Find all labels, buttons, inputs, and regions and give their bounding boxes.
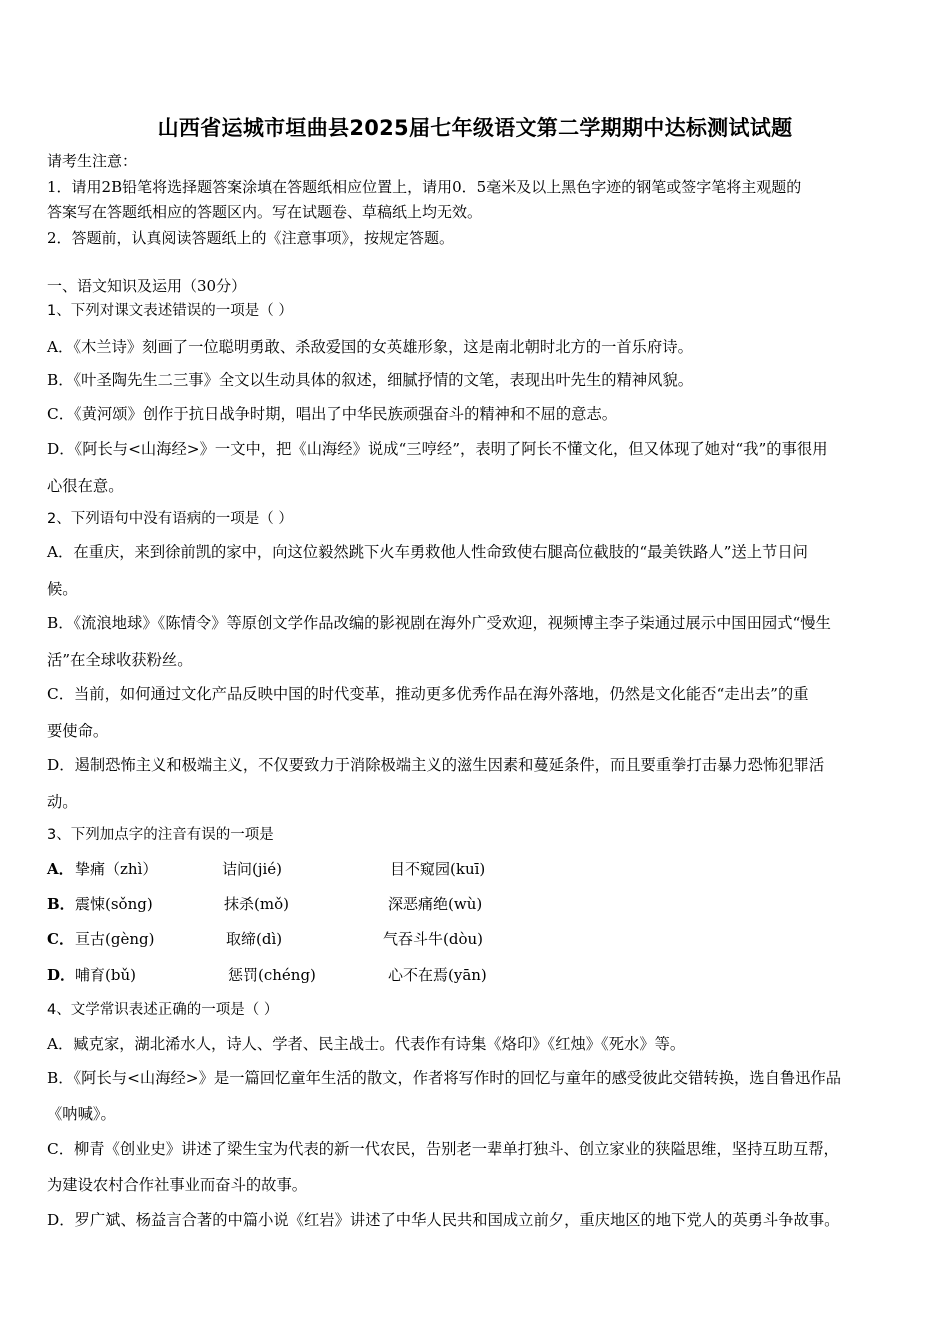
question-2-option-b: B．《流浪地球》《陈情令》等原创文学作品改编的影视剧在海外广受欢迎，视频博主李子柒通过展示中国田园式“慢生 [47,614,831,632]
word-2: 惩罚(chéng) [228,966,316,984]
question-4-stem: 4、文学常识表述正确的一项是（ ） [47,1002,279,1018]
question-2-option-a: A．在重庆，来到徐前凯的家中，向这位毅然跳下火车勇救他人性命致使右腿高位截肢的“最美铁路人”送上节日问 [47,543,808,561]
word-2: 取缔(dì) [226,930,283,948]
question-1-stem: 1、下列对课文表述错误的一项是（ ） [47,303,293,319]
question-2-option-d: D．遏制恐怖主义和极端主义，不仅要致力于消除极端主义的滋生因素和蔓延条件，而且要重拳打击暴力恐怖犯罪活 [47,756,825,774]
word-3: 气吞斗牛(dòu) [383,930,483,948]
question-2-option-d-cont: 动。 [47,793,78,811]
question-4-option-c-cont: 为建设农村合作社事业而奋斗的故事。 [47,1176,308,1194]
question-1-option-d: D．《阿长与<山海经>》一文中，把《山海经》说成“三哼经”，表明了阿长不懂文化，但又体现了她对“我”的事很用 [47,440,828,458]
question-4-option-a: A．臧克家，湖北浠水人，诗人、学者、民主战士。代表作有诗集《烙印》《红烛》《死水》等。 [47,1035,686,1053]
question-3-stem: 3、下列加点字的注音有误的一项是 [47,827,274,843]
option-label: A． [47,860,74,878]
question-2-option-c: C．当前，如何通过文化产品反映中国的时代变革，推动更多优秀作品在海外落地，仍然是文化能否“走出去”的重 [47,685,809,703]
word-2: 诘问(jié) [222,860,283,878]
notice-line-2: 答案写在答题纸相应的答题区内。写在试题卷、草稿纸上均无效。 [47,203,483,221]
question-4-option-c: C．柳青《创业史》讲述了梁生宝为代表的新一代农民，告别老一辈单打独斗、创立家业的狭隘思维，坚持互助互帮， [47,1140,839,1158]
question-2-option-c-cont: 要使命。 [47,722,109,740]
option-label: C． [47,930,74,948]
question-4-option-b-cont: 《呐喊》。 [47,1105,116,1123]
question-2-option-b-cont: 活”在全球收获粉丝。 [47,651,193,669]
word-1: 亘古(gèng) [75,930,155,948]
question-1-option-d-cont: 心很在意。 [47,477,124,495]
question-2-option-a-cont: 候。 [47,580,78,598]
page-title: 山西省运城市垣曲县2025届七年级语文第二学期期中达标测试试题 [157,116,793,140]
question-2-stem: 2、下列语句中没有语病的一项是（ ） [47,511,293,527]
word-3: 心不在焉(yān) [388,966,487,984]
option-label: D． [47,966,76,984]
notice-line-3: 2．答题前，认真阅读答题纸上的《注意事项》，按规定答题。 [47,229,455,247]
question-1-option-a: A．《木兰诗》刻画了一位聪明勇敢、杀敌爱国的女英雄形象，这是南北朝时北方的一首乐府诗。 [47,338,693,356]
word-1: 挚痛（zhì） [75,860,158,878]
word-3: 目不窥园(kuī) [390,860,486,878]
word-1: 震悚(sǒng) [75,895,153,913]
notice-line-1: 1．请用2B铅笔将选择题答案涂填在答题纸相应位置上，请用0．5毫米及以上黑色字迹的钢笔或签字笔将主观题的 [47,178,802,196]
option-label: B． [47,895,75,913]
question-1-option-b: B．《叶圣陶先生二三事》全文以生动具体的叙述，细腻抒情的文笔，表现出叶先生的精神风貌。 [47,371,694,389]
question-4-option-b: B．《阿长与<山海经>》是一篇回忆童年生活的散文，作者将写作时的回忆与童年的感受彼此交错转换，选自鲁迅作品 [47,1069,842,1087]
word-1: 哺育(bǔ) [75,966,136,984]
section-heading: 一、语文知识及运用（30分） [47,277,247,295]
notice-heading: 请考生注意： [47,152,138,170]
word-3: 深恶痛绝(wù) [388,895,483,913]
word-2: 抹杀(mǒ) [224,895,289,913]
question-1-option-c: C．《黄河颂》创作于抗日战争时期，唱出了中华民族顽强奋斗的精神和不屈的意志。 [47,405,618,423]
question-4-option-d: D．罗广斌、杨益言合著的中篇小说《红岩》讲述了中华人民共和国成立前夕，重庆地区的地下党人的英勇斗争故事。 [47,1211,840,1229]
